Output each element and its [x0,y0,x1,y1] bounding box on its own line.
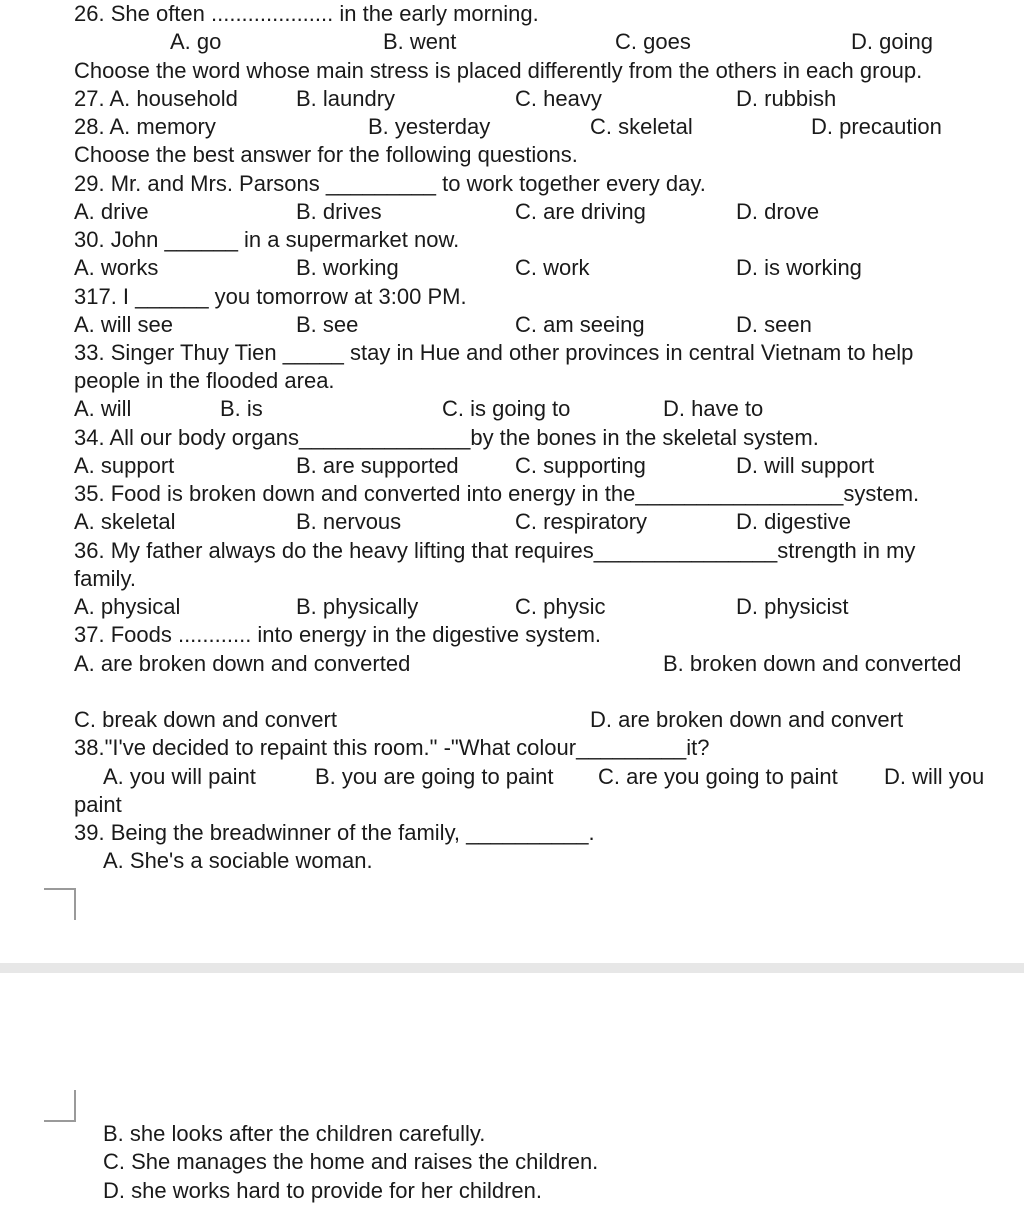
text-line: D. she works hard to provide for her children. [103,1178,542,1203]
text-line: B. she looks after the children carefully. [103,1121,486,1146]
text-line: D. going [851,29,933,54]
text-line: 317. I ______ you tomorrow at 3:00 PM. [74,284,467,309]
text-line: 39. Being the breadwinner of the family, __________. [74,820,595,845]
text-line: B. yesterday [368,114,491,139]
text-line: D. have to [663,396,764,421]
text-line: family. [74,566,136,591]
text-line: B. you are going to paint [315,764,554,789]
text-line: A. drive [74,199,149,224]
text-line: A. you will paint [103,764,256,789]
text-line: C. am seeing [515,312,645,337]
text-line: B. are supported [296,453,459,478]
text-line: B. nervous [296,509,402,534]
text-line: C. physic [515,594,606,619]
text-line: C. heavy [515,86,602,111]
text-line: C. goes [615,29,691,54]
crop-corner-top [44,888,76,920]
text-line: C. respiratory [515,509,648,534]
text-line: C. is going to [442,396,571,421]
text-line: Choose the word whose main stress is placed differently from the others in each group. [74,58,923,83]
text-line: D. digestive [736,509,851,534]
text-line: B. working [296,255,399,280]
text-line: Choose the best answer for the following questions. [74,142,578,167]
text-line: A. support [74,453,175,478]
text-line: C. supporting [515,453,646,478]
text-line: D. are broken down and convert [590,707,904,732]
page-break [0,963,1024,973]
text-line: D. will you [884,764,985,789]
text-line: people in the flooded area. [74,368,335,393]
text-line: B. laundry [296,86,396,111]
text-line: B. is [220,396,263,421]
text-line: B. broken down and converted [663,651,962,676]
text-line: 35. Food is broken down and converted into energy in the_________________system. [74,481,920,506]
text-line: A. will [74,396,132,421]
text-line: C. break down and convert [74,707,337,732]
text-line: 30. John ______ in a supermarket now. [74,227,460,252]
text-line: C. She manages the home and raises the children. [103,1149,599,1174]
text-line: C. work [515,255,590,280]
text-line: C. skeletal [590,114,693,139]
text-line: 37. Foods ............ into energy in the digestive system. [74,622,602,647]
text-line: A. will see [74,312,174,337]
text-line: A. physical [74,594,181,619]
text-line: C. are you going to paint [598,764,838,789]
text-line: paint [74,792,122,817]
crop-corner-bottom [44,1090,76,1122]
text-line: 29. Mr. and Mrs. Parsons _________ to work together every day. [74,171,706,196]
text-line: 28. A. memory [74,114,216,139]
text-line: 33. Singer Thuy Tien _____ stay in Hue and other provinces in central Vietnam to help [74,340,914,365]
text-line: D. is working [736,255,862,280]
text-line: A. works [74,255,159,280]
text-line: A. are broken down and converted [74,651,411,676]
text-line: D. physicist [736,594,849,619]
text-line: 38."I've decided to repaint this room." -"What colour_________it? [74,735,710,760]
text-line: A. skeletal [74,509,176,534]
text-line: B. physically [296,594,419,619]
text-line: D. will support [736,453,875,478]
text-line: D. precaution [811,114,942,139]
text-line: A. She's a sociable woman. [103,848,373,873]
text-line: 34. All our body organs______________by the bones in the skeletal system. [74,425,819,450]
text-line: D. seen [736,312,812,337]
text-line: D. rubbish [736,86,837,111]
text-line: D. drove [736,199,820,224]
text-line: B. see [296,312,359,337]
text-line: 27. A. household [74,86,238,111]
text-line: A. go [170,29,222,54]
text-line: C. are driving [515,199,646,224]
text-line: B. drives [296,199,382,224]
text-line: B. went [383,29,457,54]
text-line: 26. She often .................... in the early morning. [74,1,539,26]
text-line: 36. My father always do the heavy lifting that requires_______________strength in my [74,538,916,563]
